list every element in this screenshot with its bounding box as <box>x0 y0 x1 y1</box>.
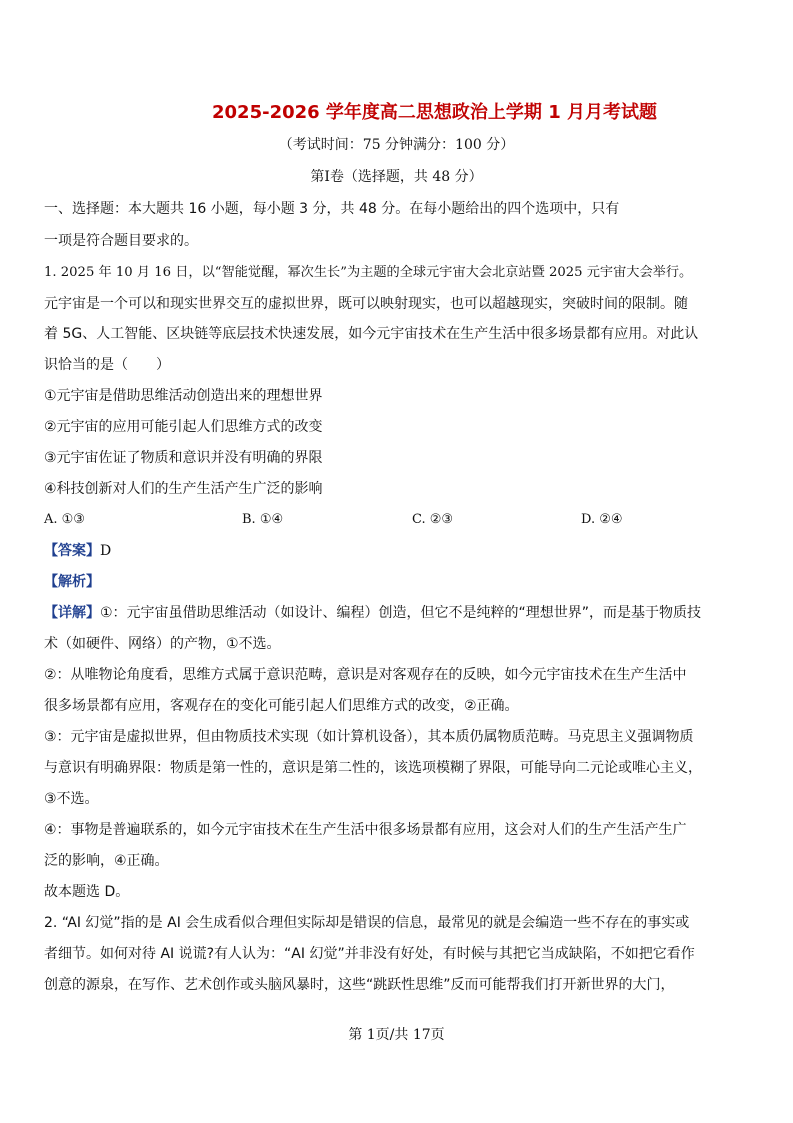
q1-explanation-line-2: 术（如硬件、网络）的产物，①不选。 <box>44 636 281 652</box>
exam-info: （考试时间：75 分钟满分：100 分） <box>278 137 515 153</box>
q1-item-4: ④科技创新对人们的生产生活产生广泛的影响 <box>44 481 323 497</box>
q1-explanation-line-7: ③不选。 <box>44 791 99 807</box>
section-heading: 第Ⅰ卷（选择题，共 48 分） <box>310 169 483 185</box>
q1-item-1: ①元宇宙是借助思维活动创造出来的理想世界 <box>44 388 323 404</box>
instructions-line-2: 一项是符合题目要求的。 <box>44 233 198 249</box>
q2-stem-line-1: 2. “AI 幻觉”指的是 AI 会生成看似合理但实际却是错误的信息，最常见的就是会编造一些不存在的事实或 <box>44 915 690 931</box>
q1-conclusion: 故本题选 D。 <box>44 884 130 900</box>
q1-explanation-line-6: 与意识有明确界限：物质是第一性的，意识是第二性的，该选项模糊了界限，可能导向二元论或唯心主义， <box>44 760 702 776</box>
detail-label: 【详解】 <box>44 605 100 621</box>
q1-explanation-line-4: 很多场景都有应用，客观存在的变化可能引起人们思维方式的改变，②正确。 <box>44 698 519 714</box>
q2-stem-line-2: 者细节。如何对待 AI 说谎?有人认为：“AI 幻觉”并非没有好处，有时候与其把它当成缺陷，不如把它看作 <box>44 946 695 962</box>
q1-explanation-line-9: 泛的影响，④正确。 <box>44 853 169 869</box>
instructions-line-1: 一、选择题：本大题共 16 小题，每小题 3 分，共 48 分。在每小题给出的四个选项中，只有 <box>44 201 620 217</box>
q1-stem-line-2: 元宇宙是一个可以和现实世界交互的虚拟世界，既可以映射现实，也可以超越现实，突破时间的限制。随 <box>44 296 688 312</box>
q1-option-c: C. ②③ <box>412 512 454 527</box>
explanation-text: ①：元宇宙虽借助思维活动（如设计、编程）创造，但它不是纯粹的“理想世界”，而是基于物质技 <box>100 605 702 621</box>
q1-explanation-line-1 <box>44 604 701 622</box>
page-title: 2025-2026 学年度高二思想政治上学期 1 月月考试题 <box>212 102 657 123</box>
analysis-label: 【解析】 <box>44 574 100 590</box>
q1-item-3: ③元宇宙佐证了物质和意识并没有明确的界限 <box>44 450 323 466</box>
answer-value: D <box>100 543 112 559</box>
q1-item-2: ②元宇宙的应用可能引起人们思维方式的改变 <box>44 419 323 435</box>
q2-stem-line-3: 创意的源泉，在写作、艺术创作或头脑风暴时，这些“跳跃性思维”反而可能帮我们打开新世界的大门， <box>44 977 675 993</box>
q1-option-d: D. ②④ <box>581 512 623 527</box>
q1-stem-line-3: 着 5G、人工智能、区块链等底层技术快速发展，如今元宇宙技术在生产生活中很多场景都有应用。对此认 <box>44 326 699 342</box>
q1-explanation-line-8: ④：事物是普遍联系的，如今元宇宙技术在生产生活中很多场景都有应用，这会对人们的生产生活产生广 <box>44 822 687 838</box>
q1-option-a: A. ①③ <box>44 512 85 527</box>
q1-answer <box>44 542 111 560</box>
q1-option-b: B. ①④ <box>242 512 284 527</box>
answer-label: 【答案】 <box>44 543 100 559</box>
q1-explanation-line-5: ③：元宇宙是虚拟世界，但由物质技术实现（如计算机设备），其本质仍属物质范畴。马克思主义强调物质 <box>44 729 694 745</box>
page-number: 第 1页/共 17页 <box>348 1027 445 1043</box>
q1-explanation-line-3: ②：从唯物论角度看，思维方式属于意识范畴，意识是对客观存在的反映，如今元宇宙技术在生产生活中 <box>44 667 687 683</box>
q1-stem-line-4: 识恰当的是（ ） <box>44 357 170 373</box>
q1-stem-line-1: 1. 2025 年 10 月 16 日，以“智能觉醒，幂次生长”为主题的全球元宇宙大会北京站暨 2025 元宇宙大会举行。 <box>44 265 693 280</box>
